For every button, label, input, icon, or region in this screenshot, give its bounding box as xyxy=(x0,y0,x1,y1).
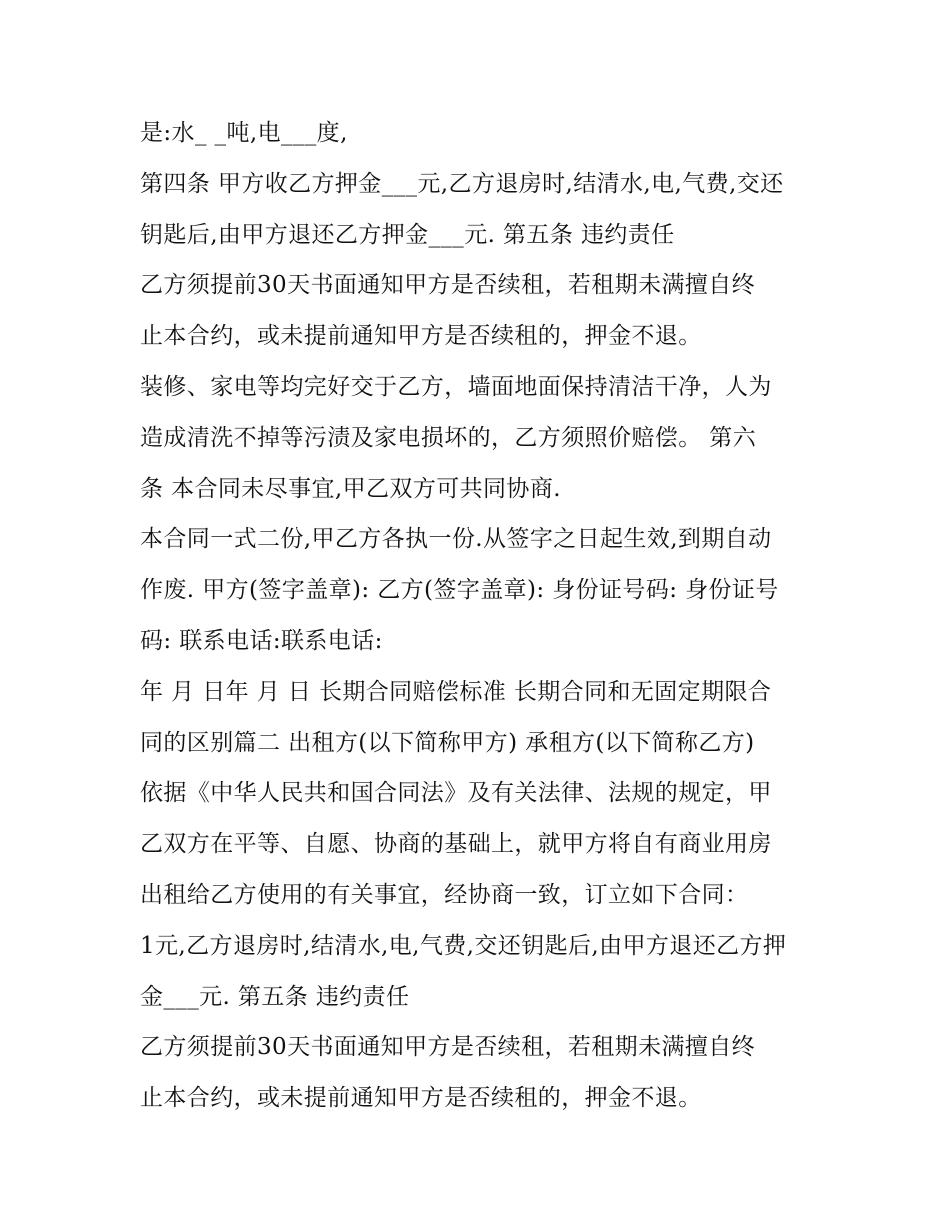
text-line: 同的区别篇二 出租方(以下简称甲方) 承租方(以下简称乙方) xyxy=(140,729,755,756)
text-line: 依据《中华人民共和国合同法》及有关法律、法规的规定，甲 xyxy=(140,780,772,807)
text-line: 第四条 甲方收乙方押金___元,乙方退房时,结清水,电,气费,交还 xyxy=(140,170,784,197)
text-line: 乙方须提前30天书面通知甲方是否续租，若租期未满擅自终 xyxy=(140,1034,756,1061)
text-line: 1元,乙方退房时,结清水,电,气费,交还钥匙后,由甲方退还乙方押 xyxy=(140,932,787,959)
text-line: 码: 联系电话:联系电话: xyxy=(140,627,383,654)
text-line: 装修、家电等均完好交于乙方，墙面地面保持清洁干净，人为 xyxy=(140,373,772,400)
text-line: 乙方须提前30天书面通知甲方是否续租，若租期未满擅自终 xyxy=(140,272,756,299)
text-line: 止本合约，或未提前通知甲方是否续租的，押金不退。 xyxy=(140,323,702,350)
text-line: 是:水_ _吨,电___度, xyxy=(140,120,348,146)
text-line: 钥匙后,由甲方退还乙方押金___元. 第五条 违约责任 xyxy=(140,221,675,248)
text-line: 年 月 日年 月 日 长期合同赔偿标准 长期合同和无固定期限合 xyxy=(140,678,772,705)
text-line: 造成清洗不掉等污渍及家电损坏的，乙方须照价赔偿。 第六 xyxy=(140,424,757,451)
text-line: 作废. 甲方(签字盖章): 乙方(签字盖章): 身份证号码: 身份证号 xyxy=(140,577,779,604)
document-body xyxy=(140,108,820,1124)
text-line: 乙双方在平等、自愿、协商的基础上，就甲方将自有商业用房 xyxy=(140,831,772,858)
text-line: 出租给乙方使用的有关事宜，经协商一致，订立如下合同： xyxy=(140,881,749,908)
text-line: 本合同一式二份,甲乙方各执一份.从签字之日起生效,到期自动 xyxy=(140,526,772,553)
text-line: 止本合约，或未提前通知甲方是否续租的，押金不退。 xyxy=(140,1085,702,1112)
text-line: 金___元. 第五条 违约责任 xyxy=(140,983,410,1010)
text-line: 条 本合同未尽事宜,甲乙双方可共同协商. xyxy=(140,475,561,502)
